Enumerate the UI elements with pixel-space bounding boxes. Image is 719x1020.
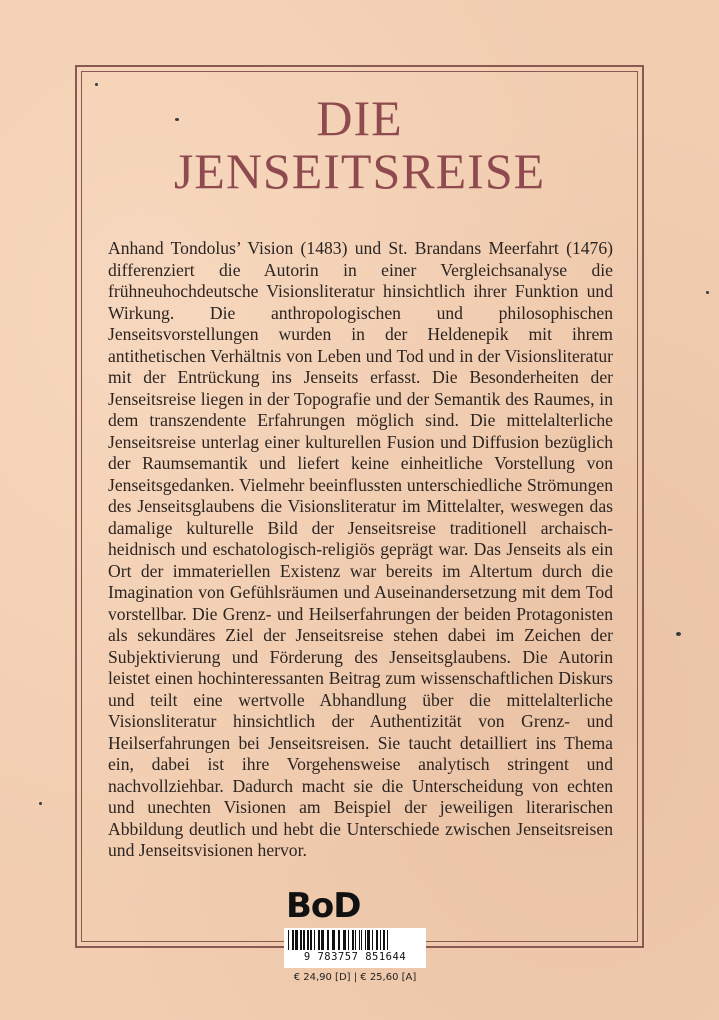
barcode-bar — [321, 930, 324, 950]
price-label: € 24,90 [D] | € 25,60 [A] — [293, 972, 417, 983]
barcode-bar — [348, 930, 349, 950]
paper-speck — [95, 83, 98, 86]
barcode-bar — [292, 930, 294, 950]
barcode-bar — [380, 930, 381, 950]
title-line-2: JENSEITSREISE — [173, 143, 546, 199]
barcode-bar — [365, 930, 366, 950]
barcode-bar — [372, 930, 373, 950]
barcode-bar — [376, 930, 378, 950]
barcode-bar — [355, 930, 356, 950]
publisher-logo: BoD — [286, 886, 361, 926]
barcode-bar — [310, 930, 312, 950]
barcode-bar — [361, 930, 362, 950]
paper-speck — [676, 632, 681, 636]
barcode-bar — [307, 930, 309, 950]
barcode-bar — [367, 930, 370, 950]
isbn-number: 9 783757 851644 — [284, 950, 426, 964]
barcode-bar — [300, 930, 302, 950]
barcode-bar — [383, 930, 385, 950]
barcode-bar — [359, 930, 360, 950]
barcode-bar — [318, 930, 320, 950]
barcode-bar — [288, 930, 289, 950]
barcode-bar — [314, 930, 315, 950]
paper-speck — [706, 291, 709, 294]
barcode-bar — [295, 930, 298, 950]
paper-speck — [39, 802, 42, 805]
barcode-bar — [332, 930, 335, 950]
barcode-bar — [343, 930, 346, 950]
barcode-bars-icon — [284, 928, 426, 952]
barcode-bar — [303, 930, 305, 950]
paper-speck — [175, 118, 179, 121]
title-line-1: DIE — [316, 90, 403, 146]
barcode-bar — [327, 930, 329, 950]
blurb-text: Anhand Tondolus’ Vision (1483) und St. Brandans Meerfahrt (1476) differenziert die Autorin in einer Vergleichsanalyse die frühneuhochdeutsche Visionsliteratur hinsichtlich ihrer Funktion und Wirkung. Die anthropologischen und philosophischen Jenseitsvorstellungen wurden in der Heldenepik mit ihrem antithetischen Verhältnis von Leben und Tod und in der Visionsliteratur mit der Entrückung ins Jenseits erfasst. Die Besonderheiten der Jenseitsreise liegen in der Topografie und der Semantik des Raumes, in dem transzendente Erfahrungen möglich sind. Die mittelalterliche Jenseitsreise unterlag einer kulturellen Fusion und Diffusion bezüglich der Raumsemantik und liefert keine einheitliche Vorstellung von Jenseitsgedanken. Vielmehr beeinflussten unterschiedliche Strömungen des Jenseitsglaubens die Visionsliteratur im Mittelalter, weswegen das damalige kulturelle Bild der Jenseitsreise traditionell archaisch-heidnisch und eschatologisch-religiös geprägt war. Das Jenseits als ein Ort der immateriellen Existenz war bereits im Altertum durch die Imagination von Gefühlsräumen und Auseinandersetzung mit dem Tod vorstellbar. Die Grenz- und Heilserfahrungen der beiden Protagonisten als sekundäres Ziel der Jenseitsreise stehen dabei im Zeichen der Subjektivierung und Förderung des Jenseitsglaubens. Die Autorin leistet einen hochinteressanten Beitrag zum wissenschaftlichen Diskurs und teilt eine wertvolle Abhandlung über die mittelalterliche Visionsliteratur hinsichtlich der Authentizität von Grenz- und Heilserfahrungen bei Jenseitsreisen. Sie taucht detailliert ins Thema ein, dabei ist ihre Vorgehensweise analytisch stringent und nachvollziehbar. Dadurch macht sie die Unterscheidung von echten und unechten Visionen am Beispiel der jeweiligen literarischen Abbildung deutlich und hebt die Unterschiede zwischen Jenseitsreisen und Jenseitsvisionen hervor. — [108, 238, 613, 860]
barcode-bar — [352, 930, 354, 950]
barcode-bar — [387, 930, 388, 950]
barcode-bar — [338, 930, 340, 950]
